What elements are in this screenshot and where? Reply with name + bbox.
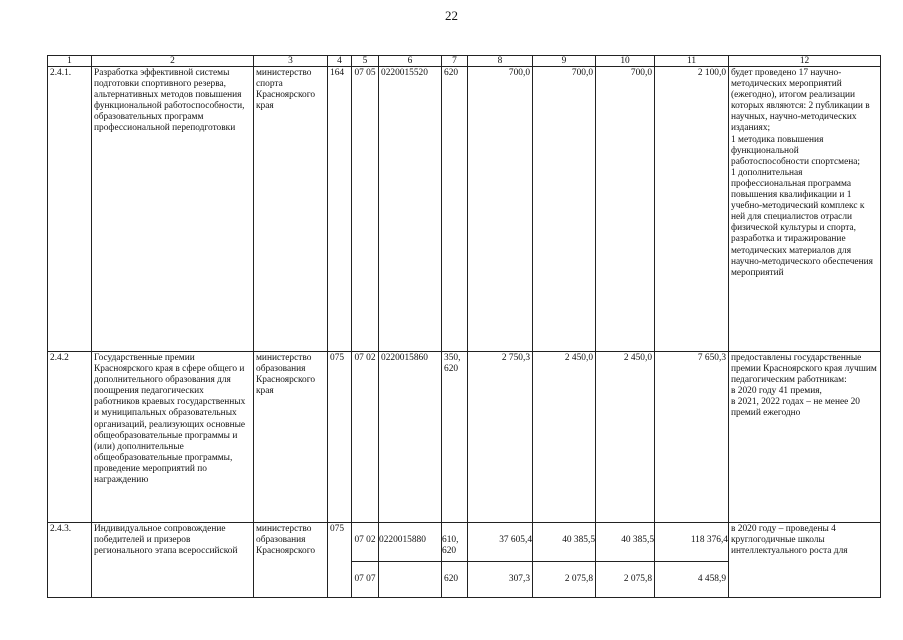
column-header: 3 [254,56,328,67]
item-number: 2.4.1. [48,67,92,352]
expected-result: предоставлены государственные премии Красноярского края лучшим педагогическим работникам: в 2020 году 41 премия, в 2021, 2022 годах – не менее 20 премий ежегодно [729,352,881,523]
column-header: 11 [655,56,729,67]
item-name: Разработка эффективной системы подготовки спортивного резерва, альтернативных методов повышения функциональной работоспособности, образовательных программ профессиональной переподготовки [92,67,254,352]
amount-2021: 40 385,5 [533,535,596,562]
item-number: 2.4.3. [48,523,92,598]
table-row [48,67,881,352]
amount-total: 2 100,0 [655,67,729,352]
rzpr-code: 07 05 [352,67,379,352]
amount-2021: 700,0 [533,67,596,352]
column-header: 5 [352,56,379,67]
vr-code: 620 [442,67,468,352]
vr-code: 350, 620 [442,352,468,523]
item-name: Индивидуальное сопровождение победителей и призеров регионального этапа всероссийской [92,523,254,598]
amount-2020: 2 750,3 [468,352,533,523]
rzpr-code: 07 07 [354,574,376,585]
rzpr-code: 07 02 [352,352,379,523]
responsible-ministry: министерство образования Красноярского [254,523,328,598]
amount-2022: 2 450,0 [596,352,655,523]
column-header: 9 [533,56,596,67]
expected-result: в 2020 году – проведены 4 круглогодичные школы интеллектуального роста для [729,523,881,598]
table-row [48,523,881,598]
responsible-ministry: министерство спорта Красноярского края [254,67,328,352]
amount-total: 118 376,4 [655,535,729,562]
rzpr-code: 07 02 [352,535,379,562]
amount-total: 7 650,3 [655,352,729,523]
column-header: 4 [328,56,352,67]
expected-result: будет проведено 17 научно-методических мероприятий (ежегодно), итогом реализации которых являются: 2 публикации в научных, научно-методических изданиях; 1 методика повышения функциональной работоспособности спортсмена; 1 дополнительная профессиональная программа повышения квалификации и 1 учебно-методический комплекс к ней для специалистов отрасли физической культуры и спорта, разработка и тиражирование методических материалов для научно-методического обеспечения мероприятий [729,67,881,352]
amount-2020: 700,0 [468,67,533,352]
table-row [48,352,881,523]
grbs-code: 164 [328,67,352,352]
csr-code: 0220015520 [379,67,442,352]
grbs-code: 075 [328,523,352,598]
grbs-code: 075 [328,352,352,523]
column-header: 8 [468,56,533,67]
amount-2022: 2 075,8 [623,574,652,585]
page-number: 22 [445,8,458,23]
amount-total: 4 458,9 [697,574,726,585]
responsible-ministry: министерство образования Красноярского края [254,352,328,523]
item-number: 2.4.2 [48,352,92,523]
column-header: 2 [92,56,254,67]
column-header: 12 [729,56,881,67]
item-name: Государственные премии Красноярского края в сфере общего и дополнительного образования для поощрения педагогических работников краевых государственных и муниципальных образовательных организаций, реализующих основные общеобразовательные программы и (или) дополнительные общеобразовательные программы, проведение мероприятий по награждению [92,352,254,523]
amount-2022: 700,0 [596,67,655,352]
csr-code: 0220015860 [379,352,442,523]
column-header: 10 [596,56,655,67]
column-header: 1 [48,56,92,67]
program-table [47,55,881,598]
csr-code: 0220015880 [379,535,442,562]
column-number-row [48,56,881,67]
amount-2021: 2 075,8 [564,574,593,585]
vr-code: 610, 620 [442,535,468,562]
amount-2021: 2 450,0 [533,352,596,523]
column-header: 7 [442,56,468,67]
amount-2020: 307,3 [508,574,530,585]
amount-2022: 40 385,5 [596,535,655,562]
vr-code: 620 [444,574,459,585]
column-header: 6 [379,56,442,67]
amount-2020: 37 605,4 [468,535,533,562]
